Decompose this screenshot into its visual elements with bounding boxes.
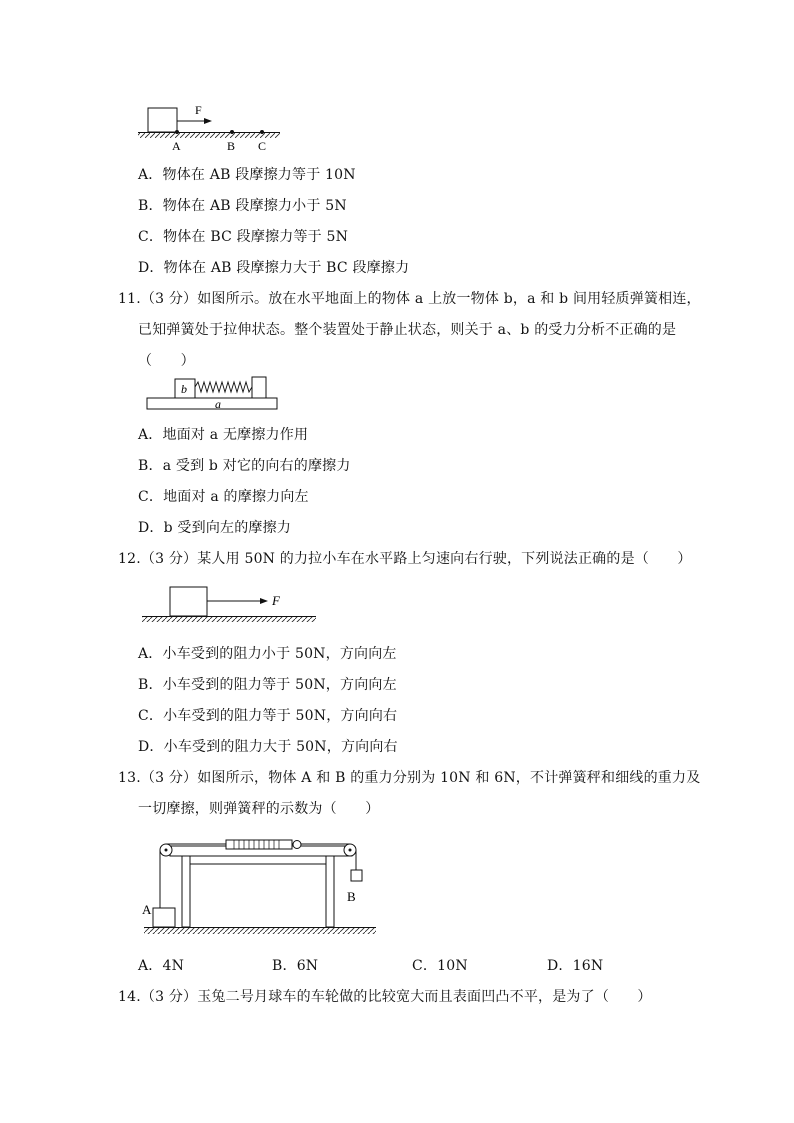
q10-ground-hatch <box>138 133 280 138</box>
q10-figure <box>135 98 285 154</box>
q12-option-b: B．小车受到的阻力等于 50N，方向向左 <box>138 677 397 693</box>
q12-option-a: A．小车受到的阻力小于 50N，方向向左 <box>138 646 397 662</box>
q10-label-C: C <box>258 139 267 153</box>
q10-label-F: F <box>195 103 202 117</box>
q11-option-b: B．a 受到 b 对它的向右的摩擦力 <box>138 458 351 474</box>
q13-table-leg-left <box>182 856 190 927</box>
q13-option-b: B．6N <box>272 958 319 974</box>
q11-stem-line-3: （ ） <box>138 353 195 369</box>
q11-option-d: D．b 受到向左的摩擦力 <box>138 520 292 536</box>
q13-option-d: D．16N <box>547 958 604 974</box>
q10-label-A: A <box>172 139 181 153</box>
q10-option-a: A．物体在 AB 段摩擦力等于 10N <box>138 167 356 183</box>
q12-label-F: F <box>272 593 280 608</box>
q12-option-d: D．小车受到的阻力大于 50N，方向向右 <box>138 739 398 755</box>
q10-option-c: C．物体在 BC 段摩擦力等于 5N <box>138 229 349 245</box>
q11-spring <box>195 382 252 392</box>
q11-stem-line-2: 已知弹簧处于拉伸状态。整个装置处于静止状态，则关于 a、b 的受力分析不正确的是 <box>138 322 677 338</box>
q11-stem-line-1: 11.（3 分）如图所示。放在水平地面上的物体 a 上放一物体 b，a 和 b 间用轻质弹簧相连， <box>118 291 701 307</box>
q12-cart <box>170 587 207 616</box>
q10-option-d: D．物体在 AB 段摩擦力大于 BC 段摩擦力 <box>138 260 410 276</box>
q13-stem-line-2: 一切摩擦，则弹簧秤的示数为（ ） <box>138 801 380 817</box>
q13-label-A: A <box>142 902 152 917</box>
q13-scale-hook <box>293 841 301 849</box>
q11-label-b: b <box>181 382 187 396</box>
q11-figure <box>145 374 280 414</box>
q13-stem-line-1: 13.（3 分）如图所示，物体 A 和 B 的重力分别为 10N 和 6N，不计弹簧秤和细线的重力及 <box>118 770 701 786</box>
q11-block-a <box>147 398 277 409</box>
q12-stem: 12.（3 分）某人用 50N 的力拉小车在水平路上匀速向右行驶，下列说法正确的是（ ） <box>118 551 692 567</box>
q13-table-leg-right <box>326 856 334 927</box>
q10-option-b: B．物体在 AB 段摩擦力小于 5N <box>138 198 347 214</box>
q10-label-B: B <box>227 139 236 153</box>
q11-option-c: C．地面对 a 的摩擦力向左 <box>138 489 309 505</box>
q10-point-B <box>230 130 234 134</box>
q13-block-B <box>351 870 362 881</box>
q11-label-a: a <box>215 397 221 411</box>
q12-option-c: C．小车受到的阻力等于 50N，方向向右 <box>138 708 398 724</box>
q14-stem: 14.（3 分）玉兔二号月球车的车轮做的比较宽大而且表面凹凸不平，是为了（ ） <box>118 989 652 1005</box>
q13-option-c: C．10N <box>412 958 468 974</box>
q12-figure <box>140 584 320 626</box>
q13-ground-hatch <box>144 928 376 934</box>
q13-label-B: B <box>347 889 356 904</box>
q11-option-a: A．地面对 a 无摩擦力作用 <box>138 427 309 443</box>
q10-block <box>148 108 177 132</box>
q12-arrowhead <box>260 598 268 604</box>
q13-option-a: A．4N <box>138 958 185 974</box>
q11-wall <box>252 377 266 398</box>
q13-block-A <box>153 908 175 927</box>
q10-point-A <box>175 130 179 134</box>
q10-arrowhead <box>204 118 212 124</box>
q13-figure <box>140 832 380 940</box>
q10-point-C <box>260 130 264 134</box>
q12-ground-hatch <box>142 617 316 622</box>
